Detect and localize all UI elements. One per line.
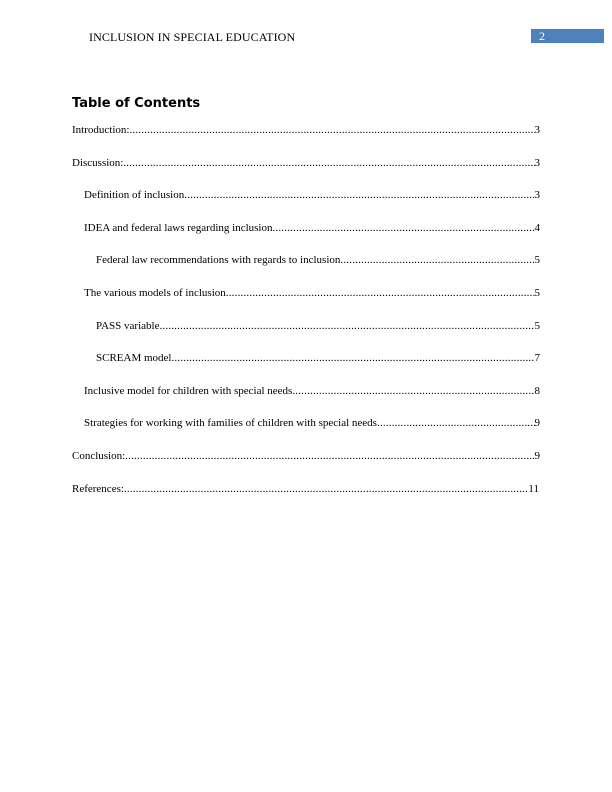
toc-entry-discussion[interactable] bbox=[72, 157, 540, 190]
toc-entry-label: Definition of inclusion bbox=[84, 189, 185, 202]
toc-leader-dots bbox=[171, 352, 534, 364]
toc-entry-page: 8 bbox=[534, 384, 540, 397]
toc-leader-dots bbox=[292, 385, 534, 397]
toc-leader-dots bbox=[272, 222, 534, 234]
toc-entry-label: Discussion: bbox=[72, 156, 124, 169]
table-of-contents bbox=[72, 124, 540, 515]
toc-leader-dots bbox=[123, 157, 534, 169]
toc-entry-references[interactable] bbox=[72, 483, 539, 516]
toc-entry-label: Inclusive model for children with special needs bbox=[84, 384, 293, 397]
toc-entry-definition-of-inclusion[interactable] bbox=[72, 189, 540, 222]
toc-entry-inclusive-model[interactable] bbox=[72, 385, 540, 418]
toc-entry-pass-variable[interactable] bbox=[72, 320, 540, 353]
toc-entry-page: 5 bbox=[534, 319, 540, 332]
toc-entry-scream-model[interactable] bbox=[72, 352, 540, 385]
toc-entry-label: Conclusion: bbox=[72, 449, 126, 462]
toc-entry-page: 4 bbox=[534, 221, 540, 234]
toc-entry-various-models[interactable] bbox=[72, 287, 540, 320]
toc-entry-page: 9 bbox=[534, 449, 540, 462]
toc-entry-label: References: bbox=[72, 482, 124, 495]
toc-entry-label: The various models of inclusion bbox=[84, 286, 226, 299]
toc-entry-label: SCREAM model bbox=[96, 352, 172, 365]
toc-leader-dots bbox=[184, 189, 534, 201]
toc-leader-dots bbox=[125, 450, 534, 462]
toc-leader-dots bbox=[226, 287, 535, 299]
toc-entry-label: Federal law recommendations with regards to inclusion bbox=[96, 254, 341, 267]
toc-leader-dots bbox=[377, 417, 535, 429]
toc-entry-page: 5 bbox=[534, 286, 540, 299]
toc-entry-introduction[interactable] bbox=[72, 124, 540, 157]
toc-leader-dots bbox=[124, 483, 528, 495]
toc-title: Table of Contents bbox=[72, 96, 201, 111]
toc-entry-page: 11 bbox=[528, 482, 539, 495]
toc-entry-label: PASS variable bbox=[96, 319, 160, 332]
toc-entry-page: 7 bbox=[534, 352, 540, 365]
toc-entry-federal-law-recommendations[interactable] bbox=[72, 254, 540, 287]
toc-leader-dots bbox=[129, 124, 534, 136]
toc-entry-page: 5 bbox=[534, 254, 540, 267]
running-head: INCLUSION IN SPECIAL EDUCATION bbox=[89, 30, 296, 44]
toc-entry-conclusion[interactable] bbox=[72, 450, 540, 483]
toc-leader-dots bbox=[159, 320, 534, 332]
toc-entry-page: 3 bbox=[534, 156, 540, 169]
page-number: 2 bbox=[531, 29, 604, 43]
toc-entry-page: 9 bbox=[534, 417, 540, 430]
toc-entry-label: IDEA and federal laws regarding inclusion bbox=[84, 221, 273, 234]
toc-entry-idea-federal-laws[interactable] bbox=[72, 222, 540, 255]
toc-entry-page: 3 bbox=[534, 124, 540, 136]
toc-entry-label: Strategies for working with families of children with special needs bbox=[84, 417, 377, 430]
toc-entry-strategies-families[interactable] bbox=[72, 417, 540, 450]
toc-entry-label: Introduction: bbox=[72, 124, 130, 136]
toc-leader-dots bbox=[340, 254, 534, 266]
toc-entry-page: 3 bbox=[534, 189, 540, 202]
